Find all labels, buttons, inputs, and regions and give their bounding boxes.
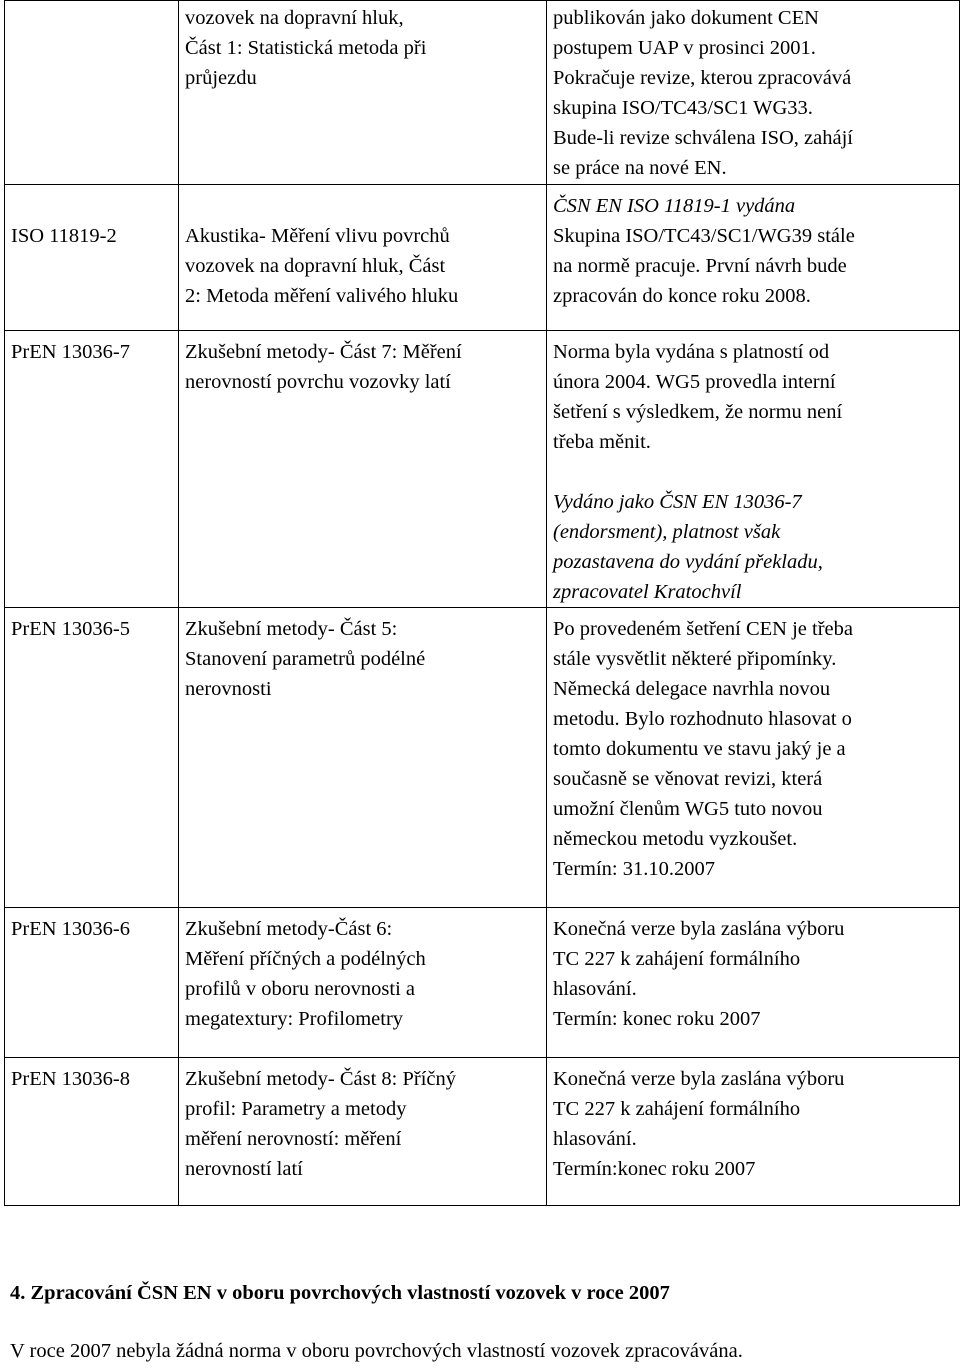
status-line: Bude-li revize schválena ISO, zahájí xyxy=(553,127,853,149)
status-line: skupina ISO/TC43/SC1 WG33. xyxy=(553,97,813,119)
standard-code-cell xyxy=(5,908,179,1058)
status-cell xyxy=(547,185,960,331)
standard-title-cell xyxy=(179,908,547,1058)
title-line: nerovností latí xyxy=(185,1158,303,1180)
section-heading: 4. Zpracování ČSN EN v oboru povrchových vlastností vozovek v roce 2007 xyxy=(10,1282,670,1304)
status-note-italic: zpracovatel Kratochvíl xyxy=(553,581,742,603)
standard-code: PrEN 13036-6 xyxy=(11,918,131,940)
status-line: Konečná verze byla zaslána výboru xyxy=(553,918,845,940)
title-line: Měření příčných a podélných xyxy=(185,948,426,970)
status-line: šetření s výsledkem, že normu není xyxy=(553,401,843,423)
status-line: publikován jako dokument CEN xyxy=(553,7,819,29)
status-line: Skupina ISO/TC43/SC1/WG39 stále xyxy=(553,225,855,247)
status-note-italic: (endorsment), platnost však xyxy=(553,521,781,543)
status-line: zpracován do konce roku 2008. xyxy=(553,285,811,307)
status-line: metodu. Bylo rozhodnuto hlasovat o xyxy=(553,708,852,730)
table-row xyxy=(5,331,960,608)
status-cell xyxy=(547,608,960,908)
standard-code-cell xyxy=(5,608,179,908)
standard-title-cell xyxy=(179,1,547,185)
standard-code-cell xyxy=(5,1,179,185)
status-line: umožní členům WG5 tuto novou xyxy=(553,798,823,820)
status-line: TC 227 k zahájení formálního xyxy=(553,948,801,970)
status-line: současně se věnovat revizi, která xyxy=(553,768,823,790)
status-line: postupem UAP v prosinci 2001. xyxy=(553,37,816,59)
status-line: Norma byla vydána s platností od xyxy=(553,341,830,363)
table-row xyxy=(5,1058,960,1206)
status-line: hlasování. xyxy=(553,1128,637,1150)
status-note-italic: Vydáno jako ČSN EN 13036-7 xyxy=(553,491,802,513)
status-line: TC 227 k zahájení formálního xyxy=(553,1098,801,1120)
status-line: se práce na nové EN. xyxy=(553,157,727,179)
status-line: Termín:konec roku 2007 xyxy=(553,1158,756,1180)
status-line: Termín: konec roku 2007 xyxy=(553,1008,761,1030)
title-line: Zkušební metody-Část 6: xyxy=(185,918,393,940)
standards-table-body xyxy=(5,1,960,1206)
status-line: Termín: 31.10.2007 xyxy=(553,858,715,880)
standard-code-cell xyxy=(5,331,179,608)
title-line: Zkušební metody- Část 8: Příčný xyxy=(185,1068,457,1090)
title-line: vozovek na dopravní hluk, xyxy=(185,7,404,29)
title-line: megatextury: Profilometry xyxy=(185,1008,404,1030)
table-row xyxy=(5,185,960,331)
status-line: tomto dokumentu ve stavu jaký je a xyxy=(553,738,846,760)
standard-code: PrEN 13036-7 xyxy=(11,341,131,363)
status-line: Německá delegace navrhla novou xyxy=(553,678,831,700)
status-line: Pokračuje revize, kterou zpracovává xyxy=(553,67,852,89)
title-line: profil: Parametry a metody xyxy=(185,1098,407,1120)
standard-title-cell xyxy=(179,185,547,331)
title-line: Stanovení parametrů podélné xyxy=(185,648,426,670)
status-line: Konečná verze byla zaslána výboru xyxy=(553,1068,845,1090)
standard-title-cell xyxy=(179,1058,547,1206)
standard-code-cell xyxy=(5,1058,179,1206)
status-line: třeba měnit. xyxy=(553,431,651,453)
title-line: profilů v oboru nerovnosti a xyxy=(185,978,416,1000)
title-line: Zkušební metody- Část 7: Měření xyxy=(185,341,462,363)
status-line: na normě pracuje. První návrh bude xyxy=(553,255,847,277)
status-line: Po provedeném šetření CEN je třeba xyxy=(553,618,854,640)
section-paragraph: V roce 2007 nebyla žádná norma v oboru povrchových vlastností vozovek zpracovávána. xyxy=(10,1340,743,1362)
standard-code: PrEN 13036-8 xyxy=(11,1068,131,1090)
status-cell xyxy=(547,331,960,608)
status-cell xyxy=(547,1,960,185)
standard-code: PrEN 13036-5 xyxy=(11,618,131,640)
standards-table xyxy=(4,0,960,1206)
table-row xyxy=(5,908,960,1058)
standard-code-cell xyxy=(5,185,179,331)
status-cell xyxy=(547,1058,960,1206)
title-line: nerovnosti xyxy=(185,678,272,700)
title-line: 2: Metoda měření valivého hluku xyxy=(185,285,459,307)
status-line: stále vysvětlit některé připomínky. xyxy=(553,648,837,670)
standard-code: ISO 11819-2 xyxy=(11,225,117,247)
table-row xyxy=(5,1,960,185)
standard-title-cell xyxy=(179,608,547,908)
title-line: měření nerovností: měření xyxy=(185,1128,402,1150)
status-line: února 2004. WG5 provedla interní xyxy=(553,371,836,393)
title-line: Akustika- Měření vlivu povrchů xyxy=(185,225,450,247)
title-line: Část 1: Statistická metoda při xyxy=(185,37,427,59)
standard-title-cell xyxy=(179,331,547,608)
title-line: vozovek na dopravní hluk, Část xyxy=(185,255,446,277)
status-line: hlasování. xyxy=(553,978,637,1000)
status-cell xyxy=(547,908,960,1058)
title-line: průjezdu xyxy=(185,67,257,89)
title-line: nerovností povrchu vozovky latí xyxy=(185,371,451,393)
status-note-italic: pozastavena do vydání překladu, xyxy=(553,551,823,573)
table-row xyxy=(5,608,960,908)
status-line: německou metodu vyzkoušet. xyxy=(553,828,798,850)
status-note-italic: ČSN EN ISO 11819-1 vydána xyxy=(553,195,796,217)
title-line: Zkušební metody- Část 5: xyxy=(185,618,398,640)
